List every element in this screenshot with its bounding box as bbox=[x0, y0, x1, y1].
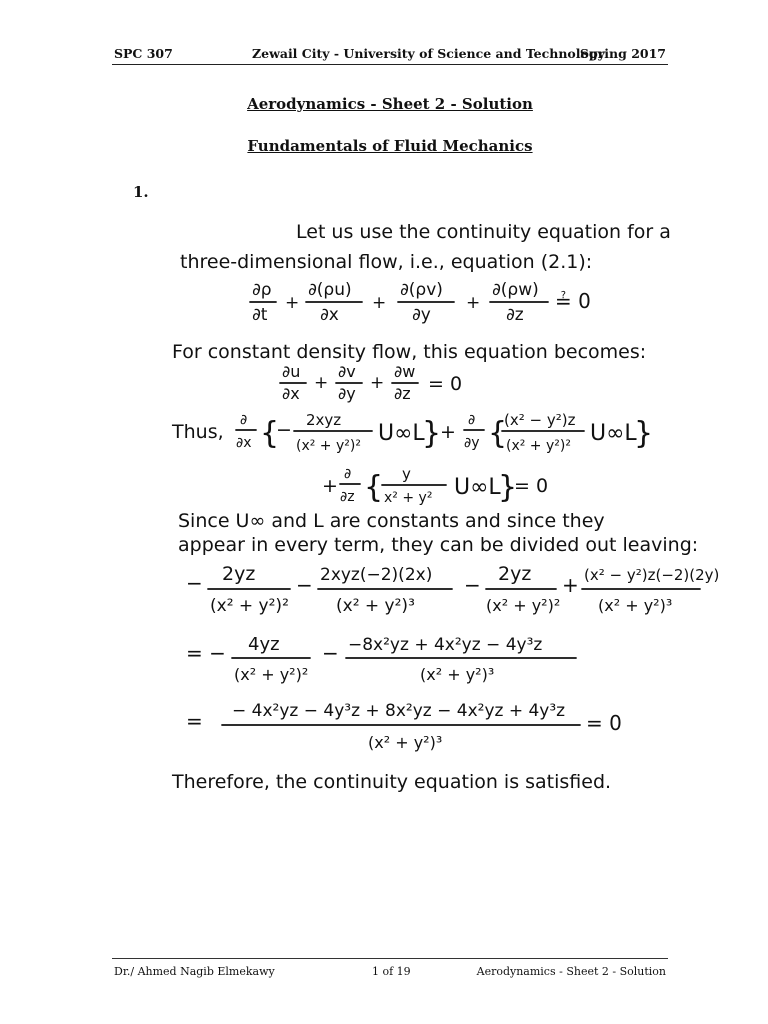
course-code: SPC 307 bbox=[114, 46, 173, 61]
svg-text:∂(ρv): ∂(ρv) bbox=[400, 280, 443, 300]
page-number: 1 of 19 bbox=[372, 965, 411, 978]
svg-text:∂x: ∂x bbox=[320, 305, 339, 325]
svg-text:(x² − y²)z(−2)(2y): (x² − y²)z(−2)(2y) bbox=[584, 566, 720, 584]
svg-text:∂v: ∂v bbox=[338, 362, 356, 381]
svg-text:+: + bbox=[562, 573, 579, 597]
svg-text:−8x²yz + 4x²yz − 4y³z: −8x²yz + 4x²yz − 4y³z bbox=[348, 635, 543, 655]
svg-text:(x² + y²)³: (x² + y²)³ bbox=[368, 733, 443, 752]
svg-text:(x² + y²)²: (x² + y²)² bbox=[296, 438, 361, 454]
svg-text:∂: ∂ bbox=[344, 466, 352, 482]
svg-text:−: − bbox=[186, 571, 203, 595]
svg-text:2yz: 2yz bbox=[222, 563, 256, 585]
substitution-line-1 bbox=[171, 411, 653, 454]
svg-text:∂t: ∂t bbox=[252, 305, 268, 325]
svg-text:y: y bbox=[402, 465, 411, 483]
svg-text:x² + y²: x² + y² bbox=[384, 490, 433, 506]
svg-text:=: = bbox=[186, 709, 203, 733]
intro-line-1: Let us use the continuity equation for a bbox=[296, 221, 671, 243]
svg-text:− 4x²yz − 4y³z + 8x²yz − 4x²yz: − 4x²yz − 4y³z + 8x²yz − 4x²yz + 4y³z bbox=[232, 701, 566, 721]
final-expression bbox=[186, 701, 622, 752]
divided-out-expression bbox=[186, 563, 719, 616]
svg-text:+: + bbox=[322, 475, 338, 497]
svg-text:= −: = − bbox=[186, 641, 226, 665]
svg-text:∂x: ∂x bbox=[282, 384, 300, 403]
svg-text:= 0: = 0 bbox=[586, 711, 622, 735]
svg-text:∂z: ∂z bbox=[506, 305, 524, 325]
page-footer bbox=[112, 958, 668, 979]
svg-text:U∞L: U∞L bbox=[454, 475, 501, 500]
combined-expression bbox=[186, 634, 576, 684]
svg-text:= 0: = 0 bbox=[514, 475, 549, 497]
svg-text:∂: ∂ bbox=[468, 412, 476, 428]
svg-text:∂: ∂ bbox=[240, 412, 248, 428]
svg-text:+: + bbox=[440, 421, 456, 443]
since-line-1: Since U∞ and L are constants and since they bbox=[178, 510, 605, 532]
question-number: 1. bbox=[133, 183, 149, 201]
svg-text:(x² + y²)³: (x² + y²)³ bbox=[336, 596, 415, 616]
svg-text:= 0: = 0 bbox=[428, 373, 463, 395]
svg-text:(x² − y²)z: (x² − y²)z bbox=[504, 411, 576, 429]
svg-text:+: + bbox=[370, 373, 385, 393]
svg-text:∂w: ∂w bbox=[394, 362, 416, 381]
svg-text:2xyz(−2)(2x): 2xyz(−2)(2x) bbox=[320, 565, 433, 585]
institution-name: Zewail City - University of Science and Technology bbox=[252, 46, 605, 61]
svg-text:(x² + y²)²: (x² + y²)² bbox=[210, 596, 289, 616]
svg-text:+: + bbox=[285, 293, 300, 313]
svg-text:+: + bbox=[314, 373, 329, 393]
svg-text:U∞L: U∞L bbox=[590, 421, 637, 446]
svg-text:∂y: ∂y bbox=[412, 305, 431, 325]
svg-text:}: } bbox=[422, 416, 442, 451]
conclusion: Therefore, the continuity equation is satisfied. bbox=[172, 771, 612, 793]
constant-density-line: For constant density flow, this equation becomes: bbox=[172, 341, 647, 363]
svg-text:{: { bbox=[488, 416, 508, 451]
svg-text:(x² + y²)³: (x² + y²)³ bbox=[420, 665, 495, 684]
svg-text:∂ρ: ∂ρ bbox=[252, 280, 272, 300]
svg-text:∂z: ∂z bbox=[394, 384, 411, 403]
svg-text:∂(ρu): ∂(ρu) bbox=[308, 280, 352, 300]
svg-text:(x² + y²)²: (x² + y²)² bbox=[486, 596, 561, 615]
svg-text:∂z: ∂z bbox=[340, 489, 355, 505]
svg-text:≟ 0: ≟ 0 bbox=[555, 289, 591, 313]
svg-text:+: + bbox=[372, 293, 387, 313]
svg-text:{: { bbox=[260, 416, 280, 451]
svg-text:U∞L: U∞L bbox=[378, 421, 425, 446]
svg-text:−: − bbox=[464, 573, 481, 597]
term: Spring 2017 bbox=[579, 46, 666, 61]
svg-text:}: } bbox=[498, 470, 518, 505]
svg-text:+: + bbox=[466, 293, 481, 313]
continuity-equation bbox=[250, 280, 591, 325]
svg-text:−: − bbox=[322, 641, 339, 665]
svg-text:∂y: ∂y bbox=[338, 384, 356, 403]
footer-doc-title: Aerodynamics - Sheet 2 - Solution bbox=[476, 965, 666, 978]
svg-text:−: − bbox=[296, 573, 313, 597]
svg-text:{: { bbox=[364, 470, 384, 505]
svg-text:2yz: 2yz bbox=[498, 563, 532, 585]
svg-text:∂(ρw): ∂(ρw) bbox=[492, 280, 539, 300]
svg-text:(x² + y²)³: (x² + y²)³ bbox=[598, 596, 673, 615]
svg-text:}: } bbox=[634, 416, 654, 451]
svg-text:Thus,: Thus, bbox=[172, 421, 224, 443]
substitution-line-2 bbox=[322, 465, 548, 506]
svg-text:∂u: ∂u bbox=[282, 362, 301, 381]
author: Dr./ Ahmed Nagib Elmekawy bbox=[114, 965, 275, 978]
svg-text:∂x: ∂x bbox=[236, 435, 252, 451]
svg-text:4yz: 4yz bbox=[248, 634, 280, 655]
svg-text:∂y: ∂y bbox=[464, 435, 480, 451]
intro-line-2: three-dimensional flow, i.e., equation (2.1): bbox=[180, 251, 593, 273]
svg-text:−: − bbox=[276, 419, 292, 441]
document-subtitle: Fundamentals of Fluid Mechanics bbox=[247, 137, 533, 155]
since-line-2: appear in every term, they can be divided out leaving: bbox=[178, 534, 699, 556]
document-title: Aerodynamics - Sheet 2 - Solution bbox=[247, 95, 533, 113]
svg-text:(x² + y²)²: (x² + y²)² bbox=[234, 665, 309, 684]
svg-text:(x² + y²)²: (x² + y²)² bbox=[506, 438, 571, 454]
svg-text:2xyz: 2xyz bbox=[306, 411, 342, 429]
incompressible-continuity bbox=[280, 362, 462, 403]
